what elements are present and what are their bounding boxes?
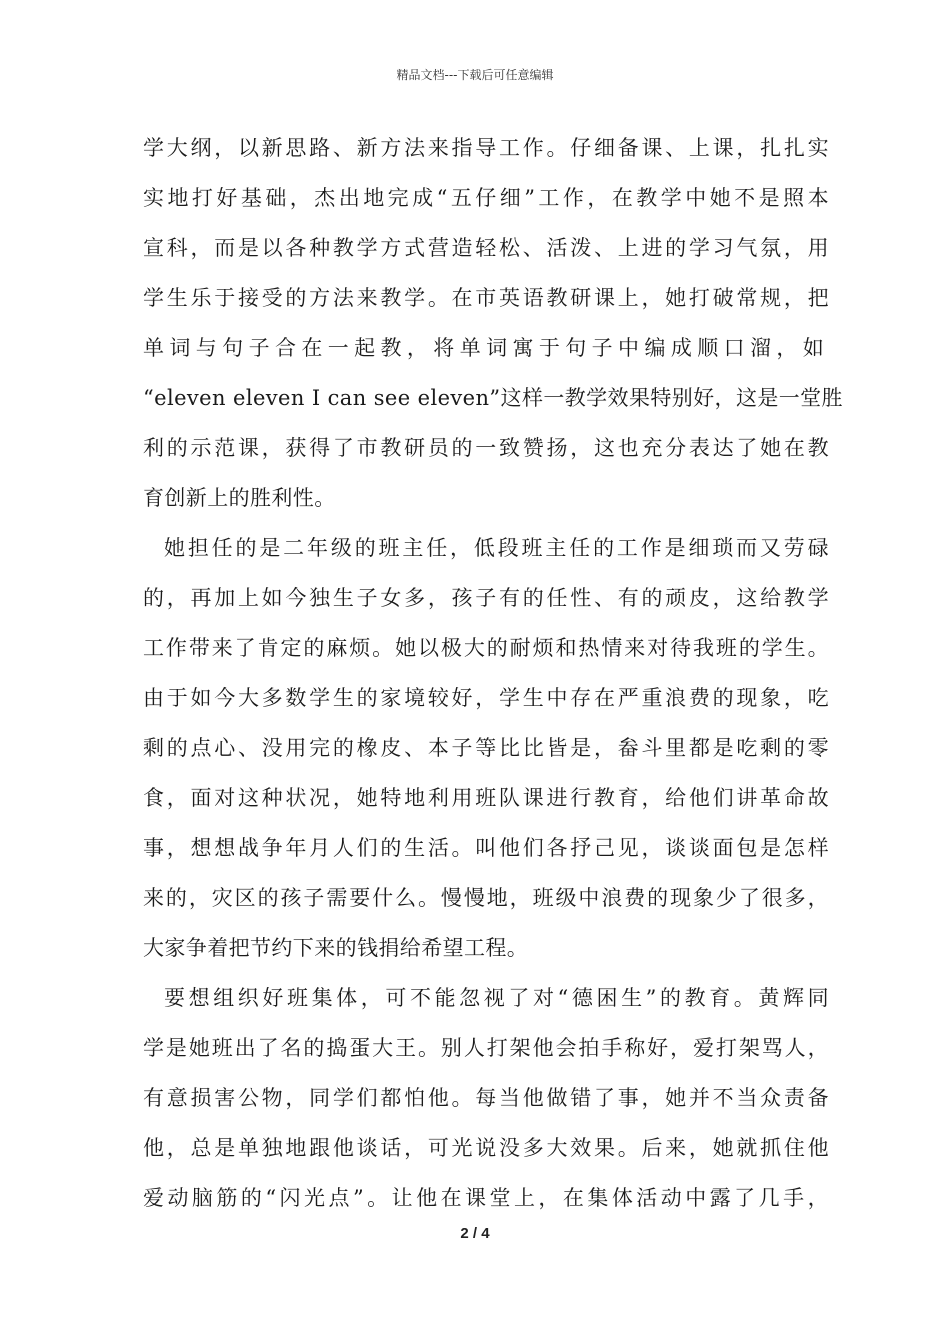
page-current: 2 bbox=[460, 1225, 469, 1242]
text-line: 要想组织好班集体，可不能忽视了对“德困生”的教育。黄辉同 bbox=[164, 986, 829, 1010]
text-line: 他，总是单独地跟他谈话，可光说没多大效果。后来，她就抓住他 bbox=[143, 1136, 829, 1160]
document-body bbox=[143, 128, 843, 1228]
text-line: 单词与句子合在一起教，将单词寓于句子中编成顺口溜，如 bbox=[143, 336, 829, 360]
text-line: 来的，灾区的孩子需要什么。慢慢地，班级中浪费的现象少了很多， bbox=[143, 886, 829, 910]
paragraph bbox=[143, 978, 829, 1228]
text-line: 利的示范课，获得了市教研员的一致赞扬，这也充分表达了她在教 bbox=[143, 436, 829, 460]
text-line: 有意损害公物，同学们都怕他。每当他做错了事，她并不当众责备 bbox=[143, 1086, 829, 1110]
text-line: 学生乐于接受的方法来教学。在市英语教研课上，她打破常规，把 bbox=[143, 286, 829, 310]
text-line: 工作带来了肯定的麻烦。她以极大的耐烦和热情来对待我班的学生。 bbox=[143, 636, 829, 660]
page-total: 4 bbox=[481, 1225, 490, 1242]
text-line: “eleven eleven I can see eleven”这样一教学效果特别好，这是一堂胜 bbox=[143, 386, 843, 410]
text-line: 事，想想战争年月人们的生活。叫他们各抒己见，谈谈面包是怎样 bbox=[143, 836, 829, 860]
text-line: 大家争着把节约下来的钱捐给希望工程。 bbox=[143, 936, 529, 960]
text-line: 宣科，而是以各种教学方式营造轻松、活泼、上进的学习气氛，用 bbox=[143, 236, 829, 260]
page-number bbox=[0, 1225, 950, 1242]
text-line: 食，面对这种状况，她特地利用班队课进行教育，给他们讲革命故 bbox=[143, 786, 829, 810]
paragraph bbox=[143, 528, 829, 978]
text-line: 实地打好基础，杰出地完成“五仔细”工作，在教学中她不是照本 bbox=[143, 186, 829, 210]
text-line: 爱动脑筋的“闪光点”。让他在课堂上，在集体活动中露了几手， bbox=[143, 1186, 829, 1210]
text-line: 由于如今大多数学生的家境较好，学生中存在严重浪费的现象，吃 bbox=[143, 686, 829, 710]
page-separator: / bbox=[472, 1225, 478, 1242]
text-line: 她担任的是二年级的班主任，低段班主任的工作是细琐而又劳碌 bbox=[164, 536, 829, 560]
text-line: 学是她班出了名的捣蛋大王。别人打架他会拍手称好，爱打架骂人， bbox=[143, 1036, 829, 1060]
text-line: 剩的点心、没用完的橡皮、本子等比比皆是，畚斗里都是吃剩的零 bbox=[143, 736, 829, 760]
text-line: 的，再加上如今独生子女多，孩子有的任性、有的顽皮，这给教学 bbox=[143, 586, 829, 610]
text-line: 育创新上的胜利性。 bbox=[143, 486, 336, 510]
page-header: 精品文档---下载后可任意编辑 bbox=[396, 68, 554, 82]
paragraph bbox=[143, 128, 843, 528]
text-line: 学大纲，以新思路、新方法来指导工作。仔细备课、上课，扎扎实 bbox=[143, 136, 829, 160]
